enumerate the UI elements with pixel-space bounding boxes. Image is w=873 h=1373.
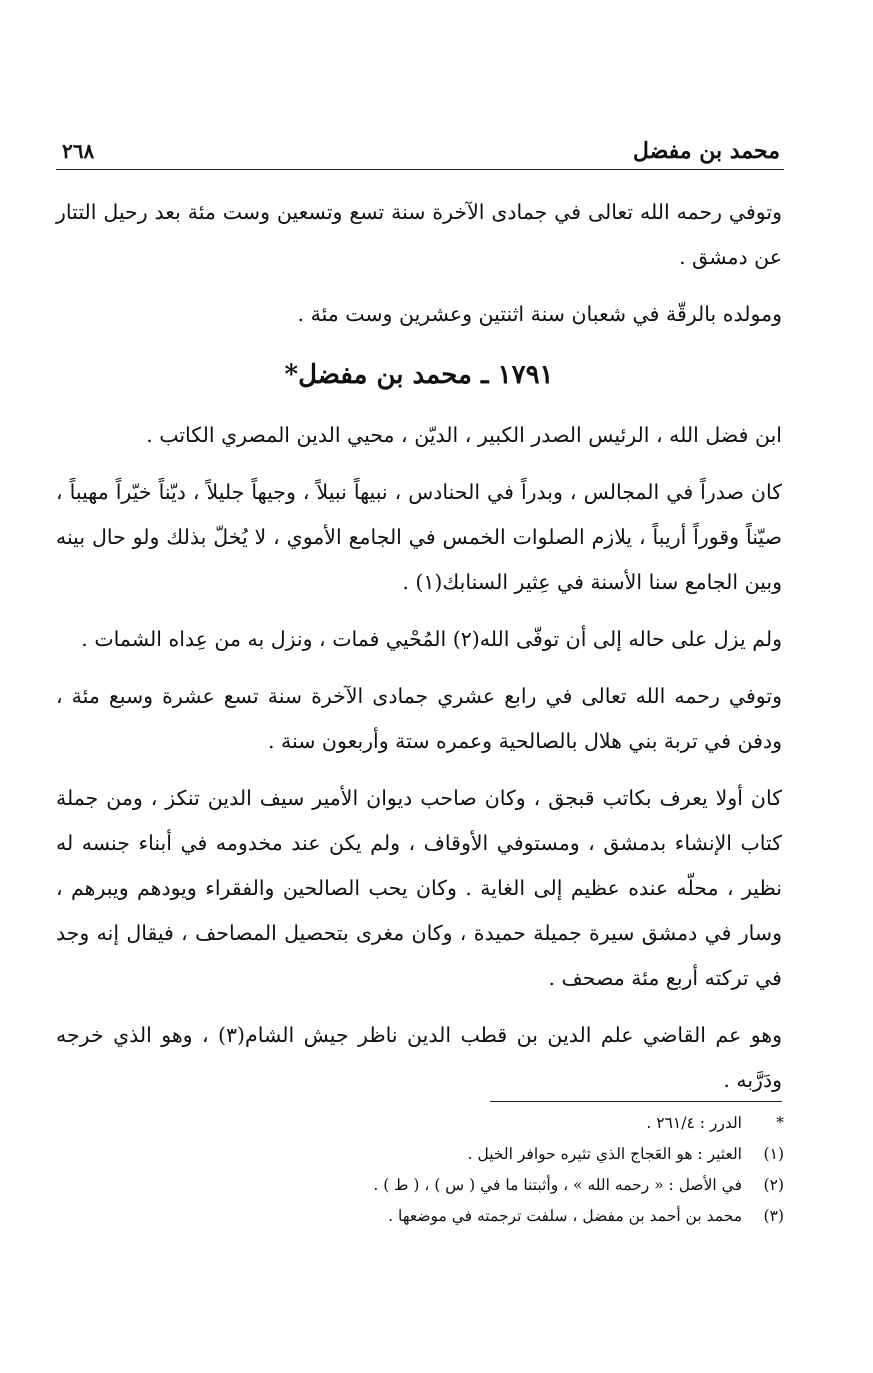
footnote-text: محمد بن أحمد بن مفضل ، سلفت ترجمته في موضعها . [388, 1207, 742, 1225]
footnote [300, 1139, 784, 1170]
paragraph: ابن فضل الله ، الرئيس الصدر الكبير ، الديّن ، محيي الدين المصري الكاتب . [146, 423, 782, 447]
footnote-text: في الأصل : « رحمه الله » ، وأثبتنا ما في ( س ) ، ( ط ) . [373, 1176, 742, 1194]
page-header [62, 134, 780, 168]
footnote-text: الدرر : ٢٦١/٤ . [646, 1114, 742, 1132]
footnote [300, 1108, 784, 1139]
footnote-divider [490, 1101, 782, 1102]
paragraph: ومولده بالرقّة في شعبان سنة اثنتين وعشرين وست مئة . [297, 302, 782, 326]
paragraph: كان أولا يعرف بكاتب قبجق ، وكان صاحب ديوان الأمير سيف الدين تنكز ، ومن جملة كتاب الإنشاء بدمشق ، ومستوفي الأوقاف ، ولم يكن عند مخدومه في أبناء جنسه له نظير ، محلّه عنده عظيم إلى الغاية . وكان يحب الصالحين والفقراء ويودهم ويبرهم ، وسار في دمشق سيرة جميلة حميدة ، وكان مغرى بتحصيل المصاحف ، فيقال إنه وجد في تركته أربع مئة مصحف . [56, 786, 782, 990]
footnote [300, 1201, 784, 1232]
running-title: محمد بن مفضل [632, 138, 780, 164]
paragraph: وهو عم القاضي علم الدين بن قطب الدين ناظر جيش الشام(٣) ، وهو الذي خرجه ودَرَّبه . [56, 1023, 783, 1092]
footnote-marker: (١) [763, 1145, 784, 1163]
entry-title: ١٧٩١ ـ محمد بن مفضل* [284, 360, 554, 390]
paragraph: ولم يزل على حاله إلى أن توفّى الله(٢) المُحْيي فمات ، ونزل به من عِداه الشمات . [81, 627, 782, 651]
footnote-marker: (٣) [763, 1207, 784, 1225]
main-text [56, 190, 782, 1115]
footnote-text: العثير : هو العَجاج الذي تثيره حوافر الخيل . [467, 1145, 742, 1163]
footnote-marker: * [776, 1114, 784, 1132]
footnotes [300, 1108, 784, 1232]
paragraph: وتوفي رحمه الله تعالى في رابع عشري جمادى الآخرة سنة تسع عشرة وسبع مئة ، ودفن في تربة بني هلال بالصالحية وعمره ستة وأربعون سنة . [56, 684, 782, 753]
header-divider [56, 169, 784, 170]
footnote [300, 1170, 784, 1201]
footnote-marker: (٢) [763, 1176, 784, 1194]
paragraph: كان صدراً في المجالس ، وبدراً في الحنادس ، نبيهاً نبيلاً ، وجيهاً جليلاً ، ديّناً خيّراً مهيباً ، صيّناً وقوراً أريباً ، يلازم الصلوات الخمس في الجامع الأموي ، لا يُخلّ بذلك ولو حال بينه وبين الجامع سنا الأسنة في عِثير السنابك(١) . [56, 480, 782, 594]
page-number: ٢٦٨ [62, 139, 95, 163]
paragraph: وتوفي رحمه الله تعالى في جمادى الآخرة سنة تسع وتسعين وست مئة بعد رحيل التتار عن دمشق . [56, 200, 782, 269]
